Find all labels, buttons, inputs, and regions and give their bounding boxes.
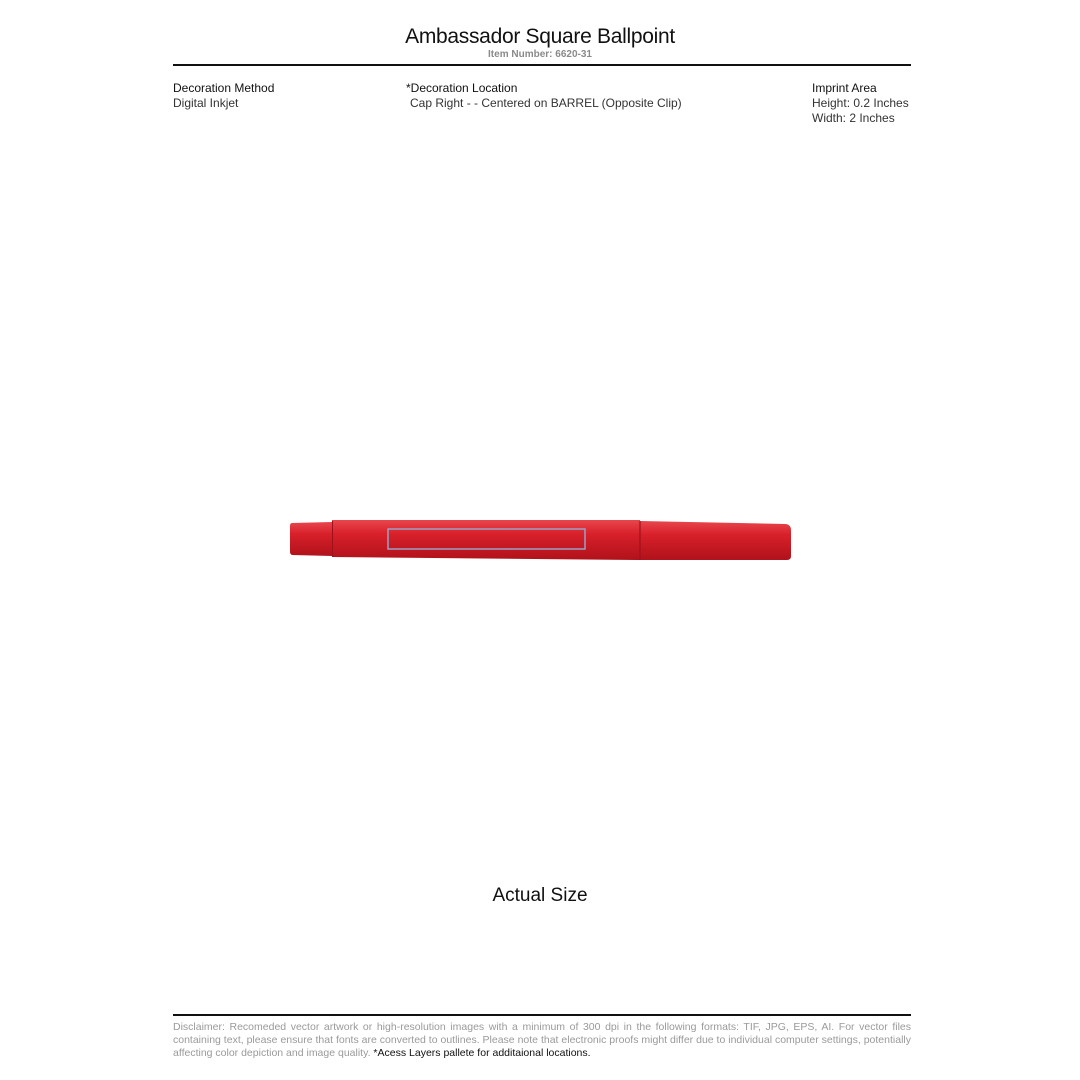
decoration-location-label: *Decoration Location	[406, 81, 518, 95]
disclaimer-text: Disclaimer: Recomeded vector artwork or high-resolution images with a minimum of 300 dpi in the following formats: TIF, JPG, EPS, AI. For vector files containing text, please ensure that fonts are converted to outlines. Please note that electronic proofs might differ due to individual computer settings, potentially affecting color depiction and image quality.	[173, 1021, 911, 1060]
product-title: Ambassador Square Ballpoint	[405, 25, 675, 48]
pen-barrel	[332, 520, 640, 560]
imprint-width: Width: 2 Inches	[812, 111, 895, 125]
pen-cap	[640, 521, 791, 560]
actual-size-caption: Actual Size	[492, 885, 588, 906]
pen-tip	[290, 522, 333, 556]
decoration-location-section	[406, 81, 682, 111]
disclaimer	[173, 1021, 911, 1061]
imprint-height: Height: 0.2 Inches	[812, 96, 909, 110]
decoration-method-value: Digital Inkjet	[173, 96, 239, 110]
imprint-area-label: Imprint Area	[812, 81, 877, 95]
item-number: Item Number: 6620-31	[488, 49, 592, 60]
pen-image	[290, 518, 792, 562]
layers-note: *Acess Layers pallete for additaional locations.	[373, 1047, 591, 1060]
bottom-divider	[173, 1014, 911, 1016]
decoration-method-section	[173, 81, 274, 111]
decoration-method-label: Decoration Method	[173, 81, 275, 95]
imprint-area-section	[812, 81, 909, 126]
decoration-location-value: Cap Right - - Centered on BARREL (Opposite Clip)	[410, 96, 682, 110]
top-divider	[173, 64, 911, 66]
